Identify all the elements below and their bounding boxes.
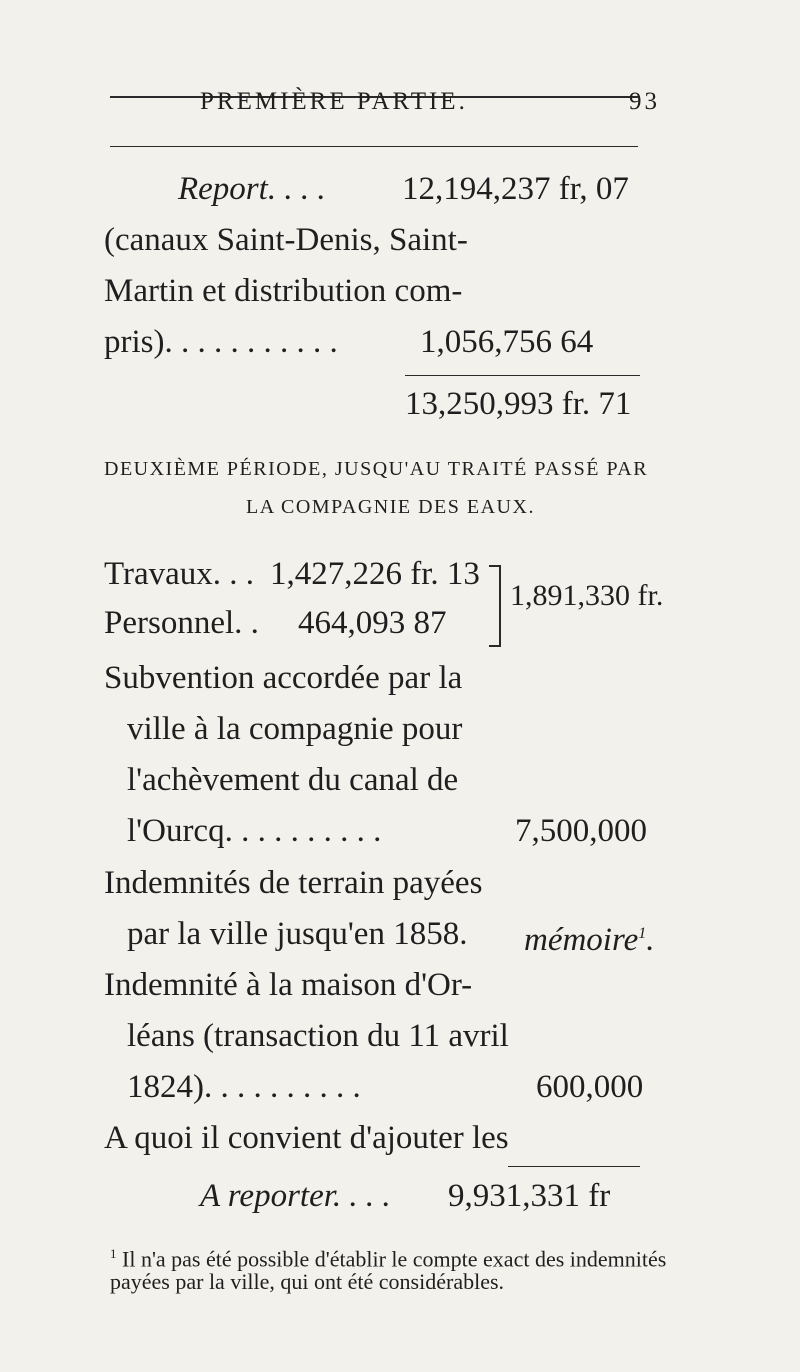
reporter-label: A reporter. . . . [200, 1178, 391, 1214]
brace [489, 565, 501, 647]
orleans-line-2: léans (transaction du 11 avril [127, 1018, 509, 1054]
subvention-value: 7,500,000 [515, 813, 647, 849]
footnote-reference: 1 [638, 925, 647, 942]
running-title: PREMIÈRE PARTIE. [200, 88, 468, 115]
travaux-value: 1,427,226 fr. 13 [270, 556, 480, 592]
page-number: 93 [629, 88, 660, 115]
canal-value: 1,056,756 64 [420, 324, 594, 360]
canal-line-2: Martin et distribution com- [104, 273, 463, 309]
subvention-line-2: ville à la compagnie pour [127, 711, 463, 747]
subvention-line-3: l'achèvement du canal de [127, 762, 459, 798]
travaux-label: Travaux. . . [104, 556, 255, 592]
canal-line-3: pris). . . . . . . . . . . [104, 324, 338, 360]
subvention-line-1: Subvention accordée par la [104, 660, 463, 696]
footnote-marker: 1 [110, 1246, 117, 1261]
header-rule [110, 146, 638, 147]
orleans-value: 600,000 [536, 1069, 644, 1105]
indemnites-value: mémoire$^1$. [524, 922, 655, 958]
section-title-line-1: DEUXIÈME PÉRIODE, JUSQU'AU TRAITÉ PASSÉ PAR [104, 458, 649, 480]
report-value: 12,194,237 fr, 07 [402, 171, 629, 207]
orleans-line-3: 1824). . . . . . . . . . [127, 1069, 361, 1105]
report-label: Report. . . . [178, 171, 326, 207]
footnote-text-1: Il n'a pas été possible d'établir le compte exact des indemnités [122, 1246, 667, 1272]
personnel-label: Personnel. . [104, 605, 259, 641]
sum-rule [405, 375, 640, 376]
reporter-value: 9,931,331 fr [448, 1178, 611, 1214]
section-title-line-2: LA COMPAGNIE DES EAUX. [246, 496, 535, 518]
orleans-line-1: Indemnité à la maison d'Or- [104, 967, 473, 1003]
subvention-line-4: l'Ourcq. . . . . . . . . . [127, 813, 382, 849]
indemnites-line-2: par la ville jusqu'en 1858. [127, 916, 468, 952]
ajouter-line: A quoi il convient d'ajouter les [104, 1120, 509, 1156]
canal-line-1: (canaux Saint-Denis, Saint- [104, 222, 468, 258]
indemnites-line-1: Indemnités de terrain payées [104, 865, 483, 901]
personnel-value: 464,093 87 [298, 605, 447, 641]
total-value: 13,250,993 fr. 71 [405, 386, 632, 422]
indemnites-value-text: mémoire [524, 922, 639, 958]
group-total: 1,891,330 fr. [510, 579, 664, 612]
reporter-rule [508, 1166, 640, 1167]
footnote-line-2: payées par la ville, qui ont été considérables. [110, 1269, 505, 1294]
